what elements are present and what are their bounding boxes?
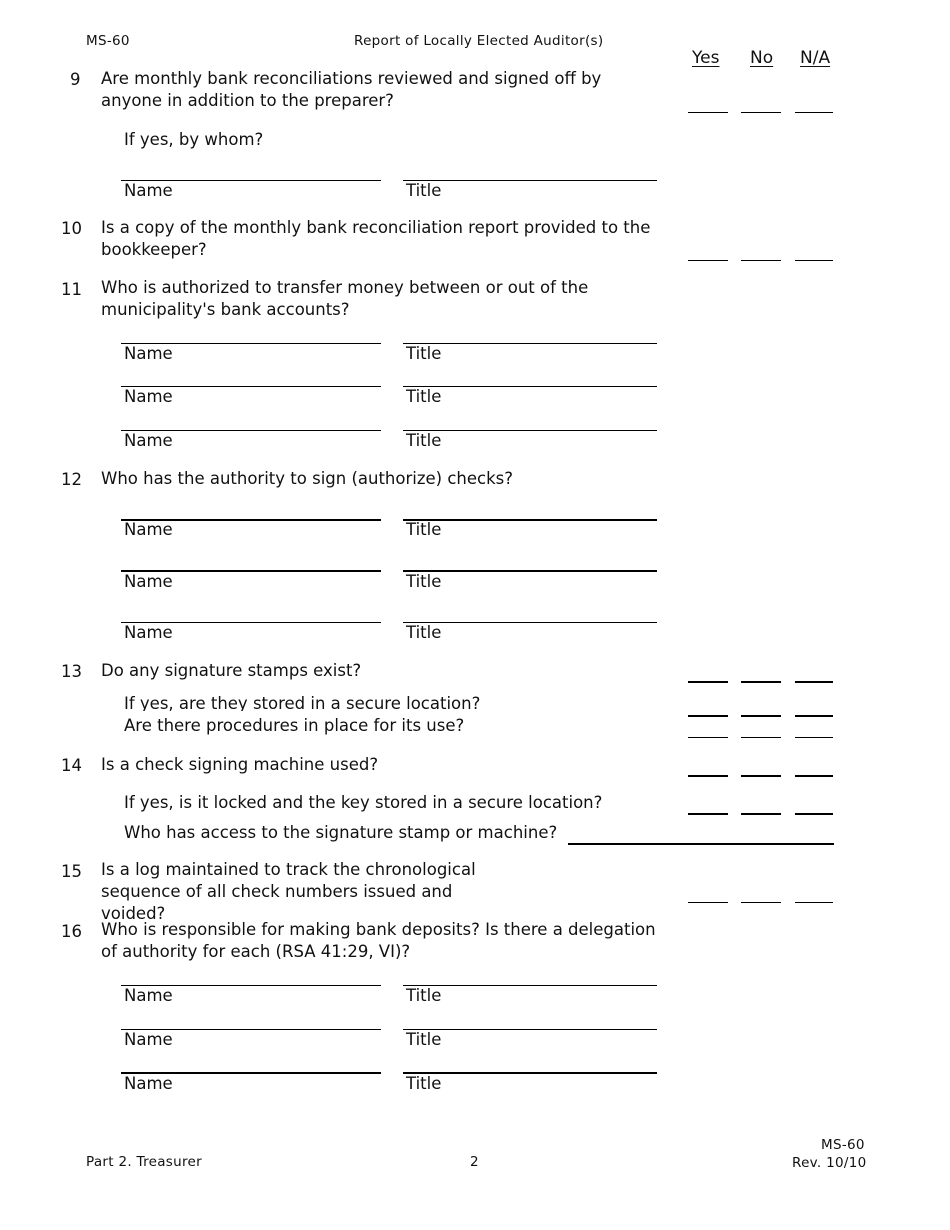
sub-question: If yes, by whom? — [124, 130, 264, 149]
name-label: Name — [124, 986, 173, 1005]
answer-yes-blank[interactable] — [688, 775, 728, 777]
title-label: Title — [406, 520, 442, 539]
page-title: Report of Locally Elected Auditor(s) — [354, 33, 604, 49]
sub-question: Are there procedures in place for its use? — [124, 716, 465, 735]
title-label: Title — [406, 623, 442, 642]
title-label: Title — [406, 1030, 442, 1049]
question-text: Who has the authority to sign (authorize) checks? — [101, 469, 514, 488]
name-label: Name — [124, 431, 173, 450]
column-no: No — [750, 48, 774, 68]
question-number: 11 — [61, 280, 82, 299]
access-answer-field[interactable] — [568, 843, 834, 845]
title-label: Title — [406, 431, 442, 450]
answer-na-blank[interactable] — [795, 681, 833, 683]
question-text: Do any signature stamps exist? — [101, 661, 362, 680]
sub-question: If yes, is it locked and the key stored in a secure location? — [124, 793, 603, 812]
name-label: Name — [124, 387, 173, 406]
answer-yes-blank[interactable] — [688, 813, 728, 815]
name-label: Name — [124, 623, 173, 642]
question-number: 12 — [61, 470, 82, 489]
column-na: N/A — [800, 48, 831, 68]
answer-no-blank[interactable] — [741, 112, 781, 113]
footer-form-id: MS-60 — [821, 1137, 865, 1153]
answer-na-blank[interactable] — [795, 737, 833, 738]
title-label: Title — [406, 181, 442, 200]
answer-na-blank[interactable] — [795, 112, 833, 113]
answer-yes-blank[interactable] — [688, 902, 728, 903]
answer-no-blank[interactable] — [741, 715, 781, 717]
answer-no-blank[interactable] — [741, 775, 781, 777]
question-text: Who is authorized to transfer money between or out of the municipality's bank accounts? — [101, 278, 589, 319]
question-text: Is a check signing machine used? — [101, 755, 379, 774]
answer-no-blank[interactable] — [741, 737, 781, 738]
answer-no-blank[interactable] — [741, 813, 781, 815]
column-yes: Yes — [692, 48, 720, 68]
answer-yes-blank[interactable] — [688, 260, 728, 261]
answer-na-blank[interactable] — [795, 813, 833, 815]
answer-yes-blank[interactable] — [688, 112, 728, 113]
name-label: Name — [124, 1074, 173, 1093]
question-number: 14 — [61, 756, 82, 775]
question-text: Is a copy of the monthly bank reconciliation report provided to the bookkeeper? — [101, 218, 651, 259]
sub-question: If yes, are they stored in a secure location? — [124, 694, 481, 711]
answer-yes-blank[interactable] — [688, 681, 728, 683]
answer-na-blank[interactable] — [795, 902, 833, 903]
answer-yes-blank[interactable] — [688, 737, 728, 738]
answer-no-blank[interactable] — [741, 681, 781, 683]
answer-na-blank[interactable] — [795, 260, 833, 261]
footer-revision: Rev. 10/10 — [792, 1155, 867, 1171]
form-id: MS-60 — [86, 33, 130, 49]
page-number: 2 — [470, 1154, 479, 1170]
question-number: 16 — [61, 922, 82, 941]
title-label: Title — [406, 1074, 442, 1093]
answer-no-blank[interactable] — [741, 902, 781, 903]
name-label: Name — [124, 572, 173, 591]
answer-na-blank[interactable] — [795, 775, 833, 777]
question-text: Who is responsible for making bank deposits? Is there a delegation of authority for each (RSA 41:29, VI)? — [101, 920, 656, 961]
question-number: 15 — [61, 862, 82, 881]
name-label: Name — [124, 1030, 173, 1049]
question-text: Is a log maintained to track the chronological sequence of all check numbers issued and voided? — [101, 860, 476, 923]
answer-yes-blank[interactable] — [688, 715, 728, 717]
sub-question: Who has access to the signature stamp or machine? — [124, 823, 558, 842]
title-label: Title — [406, 344, 442, 363]
answer-no-blank[interactable] — [741, 260, 781, 261]
title-label: Title — [406, 572, 442, 591]
question-number: 13 — [61, 662, 82, 681]
question-text: Are monthly bank reconciliations reviewed and signed off by anyone in addition to the preparer? — [101, 69, 602, 110]
footer-section: Part 2. Treasurer — [86, 1154, 203, 1170]
title-label: Title — [406, 387, 442, 406]
question-number: 9 — [70, 70, 81, 89]
name-label: Name — [124, 344, 173, 363]
question-number: 10 — [61, 219, 82, 238]
name-label: Name — [124, 181, 173, 200]
name-label: Name — [124, 520, 173, 539]
answer-na-blank[interactable] — [795, 715, 833, 717]
title-label: Title — [406, 986, 442, 1005]
